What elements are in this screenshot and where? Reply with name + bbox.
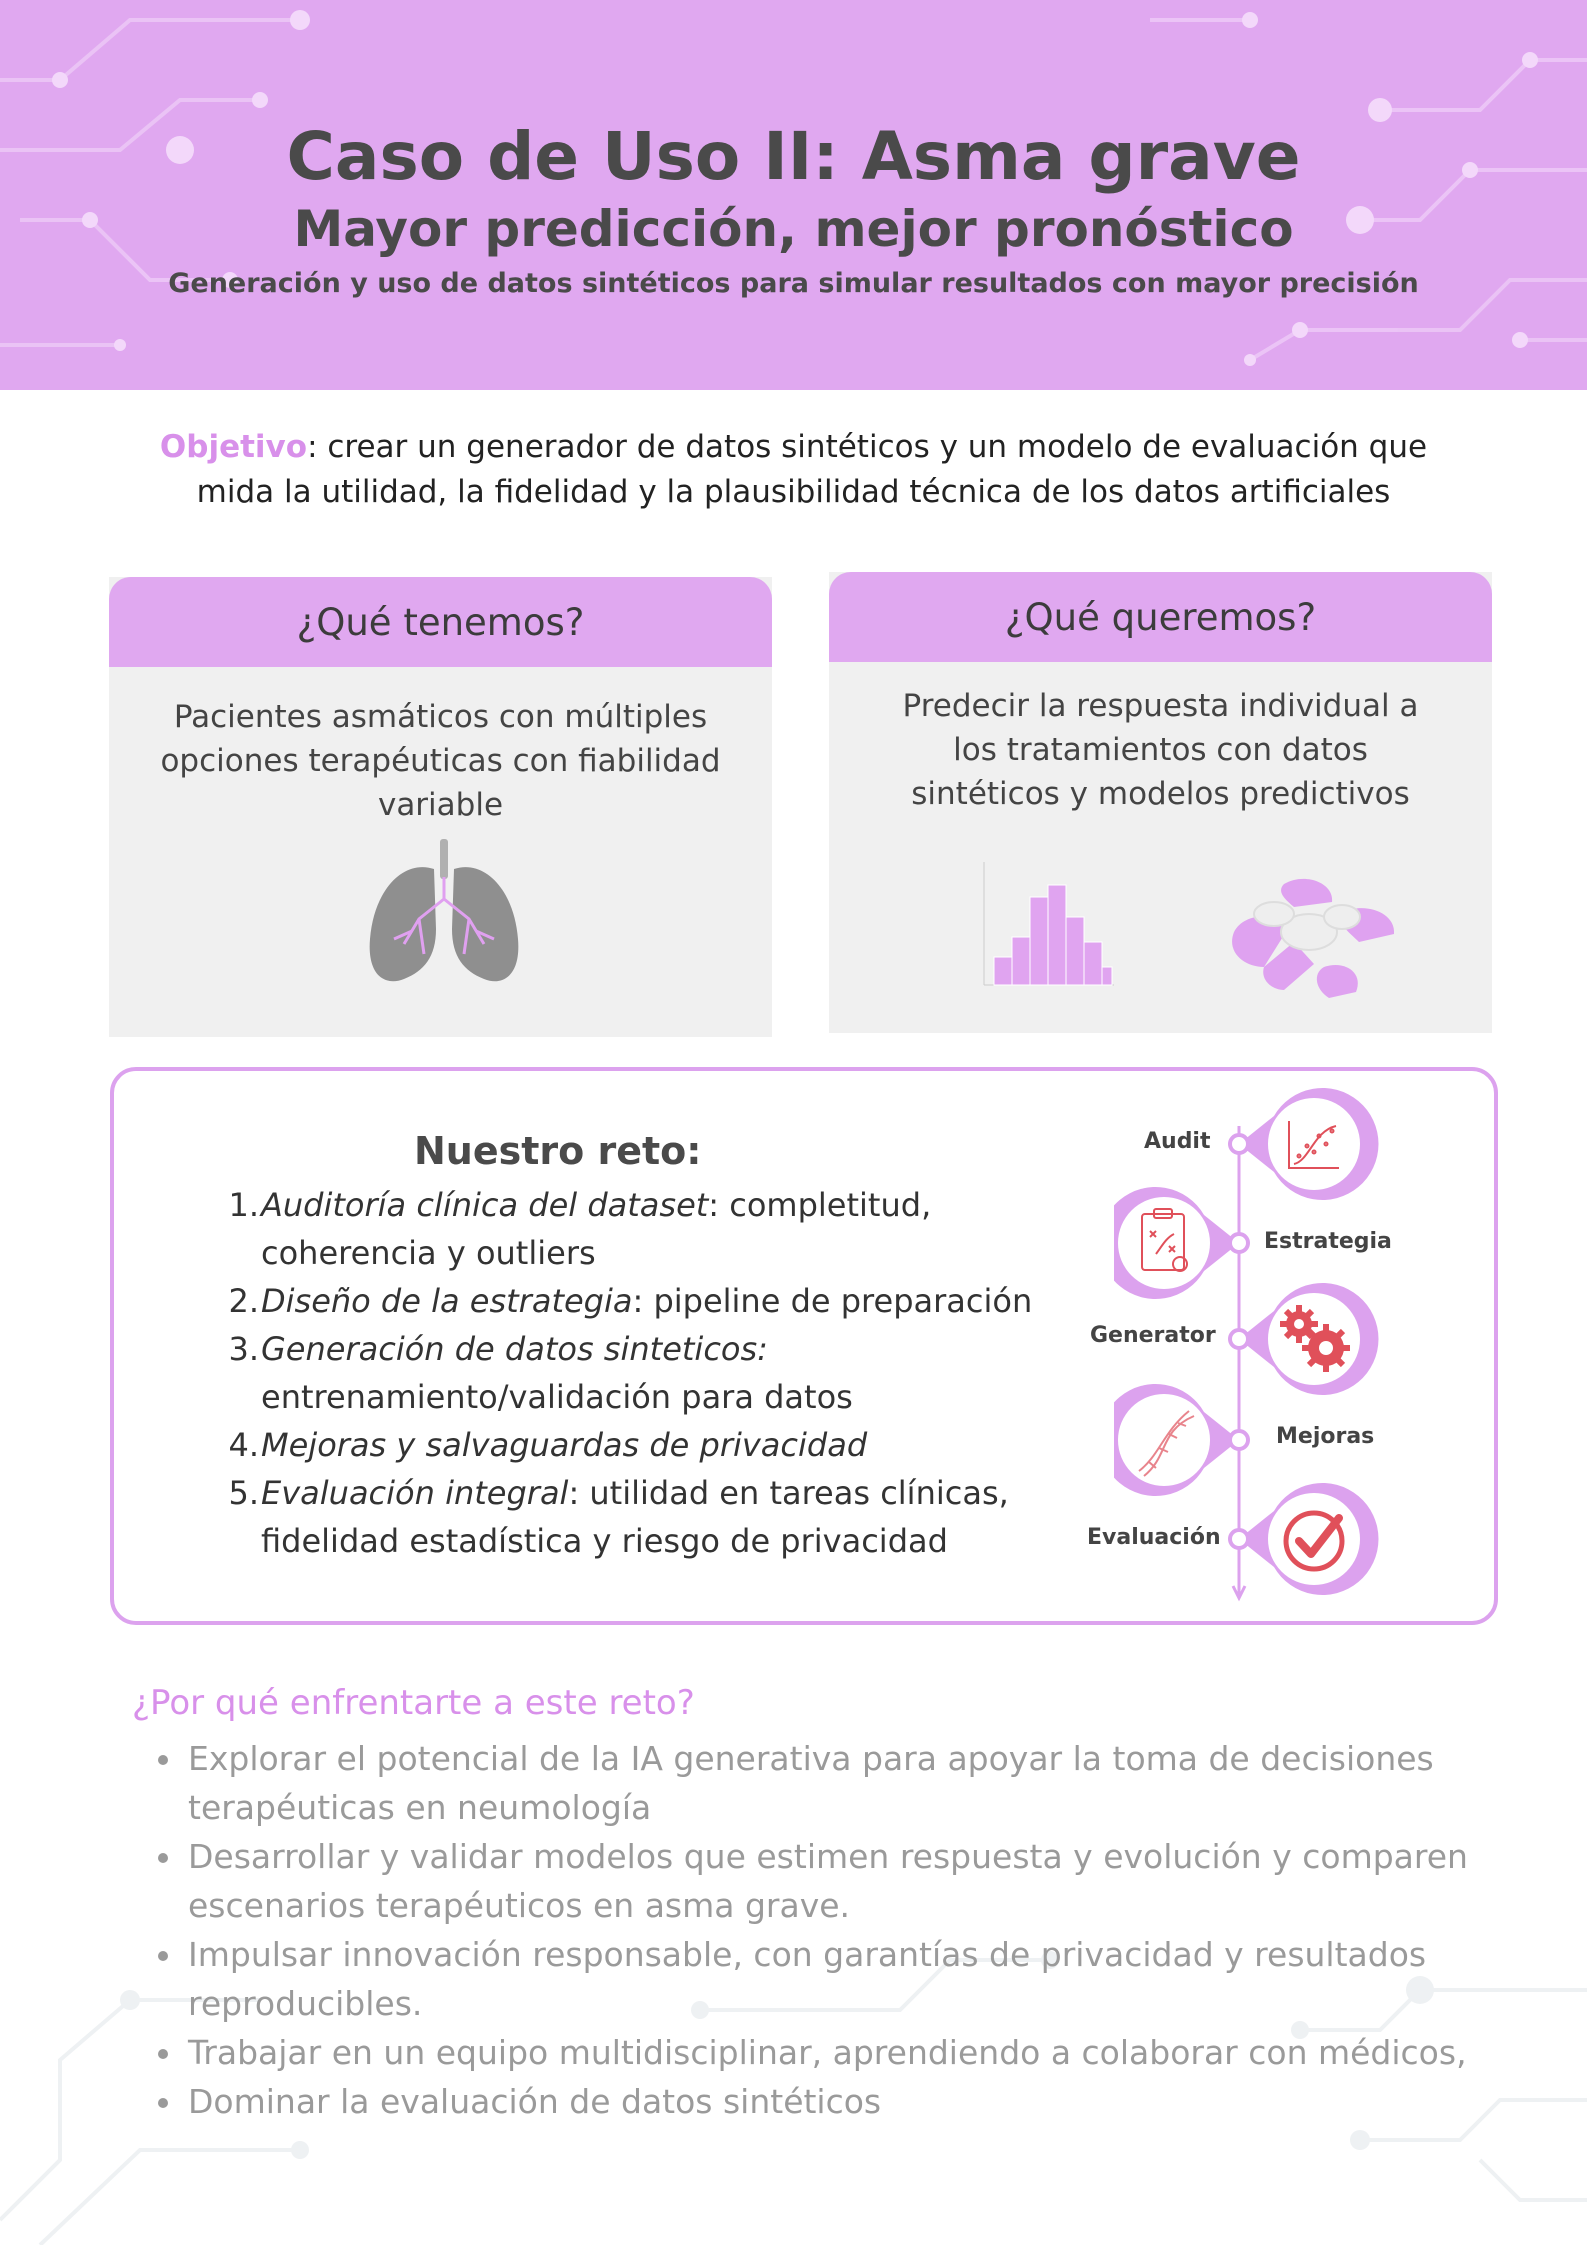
timeline-node-evaluacion (1230, 1483, 1378, 1595)
why-item (150, 1832, 1500, 1930)
page-tagline: Generación y uso de datos sintéticos para simular resultados con mayor precisión (168, 268, 1419, 299)
challenge-item-emphasis: Diseño de la estrategia (261, 1282, 633, 1320)
why-section-title: ¿Por qué enfrentarte a este reto? (132, 1683, 695, 1723)
card-want-line: los tratamientos con datos (953, 732, 1368, 768)
challenge-item-number: 4. (228, 1426, 259, 1464)
why-item-line: terapéuticas en neumología (188, 1788, 652, 1827)
challenge-list (189, 1181, 1109, 1565)
page-title: Caso de Uso II: Asma grave (286, 118, 1301, 195)
challenge-item-text: : utilidad en tareas clínicas, (568, 1474, 1009, 1512)
challenge-item-continuation: entrenamiento/validación para datos (261, 1378, 853, 1416)
page-subtitle: Mayor predicción, mejor pronóstico (293, 200, 1294, 258)
challenge-item (189, 1469, 1109, 1565)
histogram-icon (974, 857, 1119, 992)
challenge-item-continuation: coherencia y outliers (261, 1234, 596, 1272)
card-want-line: Predecir la respuesta individual a (902, 688, 1419, 724)
circuit-decoration (0, 0, 1587, 390)
challenge-title: Nuestro reto: (414, 1129, 702, 1173)
pills-icon (1224, 872, 1404, 1002)
timeline-label-generator: Generator (1090, 1323, 1216, 1348)
why-item-line: Dominar la evaluación de datos sintéticos (188, 2082, 882, 2121)
challenge-item-continuation: fidelidad estadística y riesgo de privacidad (261, 1522, 948, 1560)
challenge-item-emphasis: Evaluación integral (261, 1474, 569, 1512)
timeline-node-audit (1230, 1088, 1378, 1200)
why-item-line: reproducibles. (188, 1984, 423, 2023)
timeline-node-generator (1230, 1283, 1378, 1395)
objective-line2: mida la utilidad, la fidelidad y la plausibilidad técnica de los datos artificiales (196, 474, 1391, 510)
card-have-title: ¿Qué tenemos? (109, 577, 772, 667)
card-have-line: Pacientes asmáticos con múltiples (173, 699, 708, 735)
challenge-item-text: : completitud, (708, 1186, 932, 1224)
why-list (150, 1734, 1500, 2126)
card-want-text (859, 684, 1462, 816)
why-item (150, 2028, 1500, 2077)
why-item (150, 2077, 1500, 2126)
card-have-text (139, 695, 742, 827)
why-item-line: Trabajar en un equipo multidisciplinar, aprendiendo a colaborar con médicos, (188, 2033, 1467, 2072)
challenge-item-number: 3. (228, 1330, 259, 1368)
challenge-box (110, 1067, 1498, 1625)
why-item (150, 1930, 1500, 2028)
why-item-line: escenarios terapéuticos en asma grave. (188, 1886, 851, 1925)
header-banner (0, 0, 1587, 390)
timeline-label-audit: Audit (1144, 1129, 1211, 1154)
timeline-label-estrategia: Estrategia (1264, 1229, 1392, 1254)
challenge-item-number: 2. (228, 1282, 259, 1320)
card-want-line: sintéticos y modelos predictivos (911, 776, 1410, 812)
timeline-node-mejoras (1114, 1384, 1248, 1496)
challenge-item (189, 1181, 1109, 1277)
card-what-we-have (109, 577, 772, 1037)
why-item-line: Impulsar innovación responsable, con garantías de privacidad y resultados (188, 1935, 1427, 1974)
card-what-we-want (829, 572, 1492, 1033)
challenge-item-number: 1. (228, 1186, 259, 1224)
challenge-item (189, 1277, 1109, 1325)
challenge-item (189, 1421, 1109, 1469)
why-item-line: Explorar el potencial de la IA generativa para apoyar la toma de decisiones (188, 1739, 1434, 1778)
timeline-node-estrategia (1114, 1187, 1248, 1299)
challenge-item-emphasis: Mejoras y salvaguardas de privacidad (261, 1426, 868, 1464)
timeline-label-evaluacion: Evaluación (1087, 1525, 1221, 1550)
timeline-label-mejoras: Mejoras (1276, 1424, 1375, 1449)
challenge-item-number: 5. (228, 1474, 259, 1512)
challenge-item-emphasis: Generación de datos sinteticos: (261, 1330, 768, 1368)
challenge-item (189, 1325, 1109, 1421)
why-item (150, 1734, 1500, 1832)
objective-text (140, 425, 1447, 515)
challenge-item-text: : pipeline de preparación (632, 1282, 1033, 1320)
why-item-line: Desarrollar y validar modelos que estimen respuesta y evolución y comparen (188, 1837, 1468, 1876)
lungs-icon (364, 839, 524, 989)
challenge-item-emphasis: Auditoría clínica del dataset (261, 1186, 709, 1224)
objective-keyword: Objetivo (159, 429, 308, 465)
card-have-line: opciones terapéuticas con fiabilidad (160, 743, 721, 779)
card-have-line: variable (377, 787, 504, 823)
objective-line1: : crear un generador de datos sintéticos y un modelo de evaluación que (307, 429, 1428, 465)
card-want-title: ¿Qué queremos? (829, 572, 1492, 662)
